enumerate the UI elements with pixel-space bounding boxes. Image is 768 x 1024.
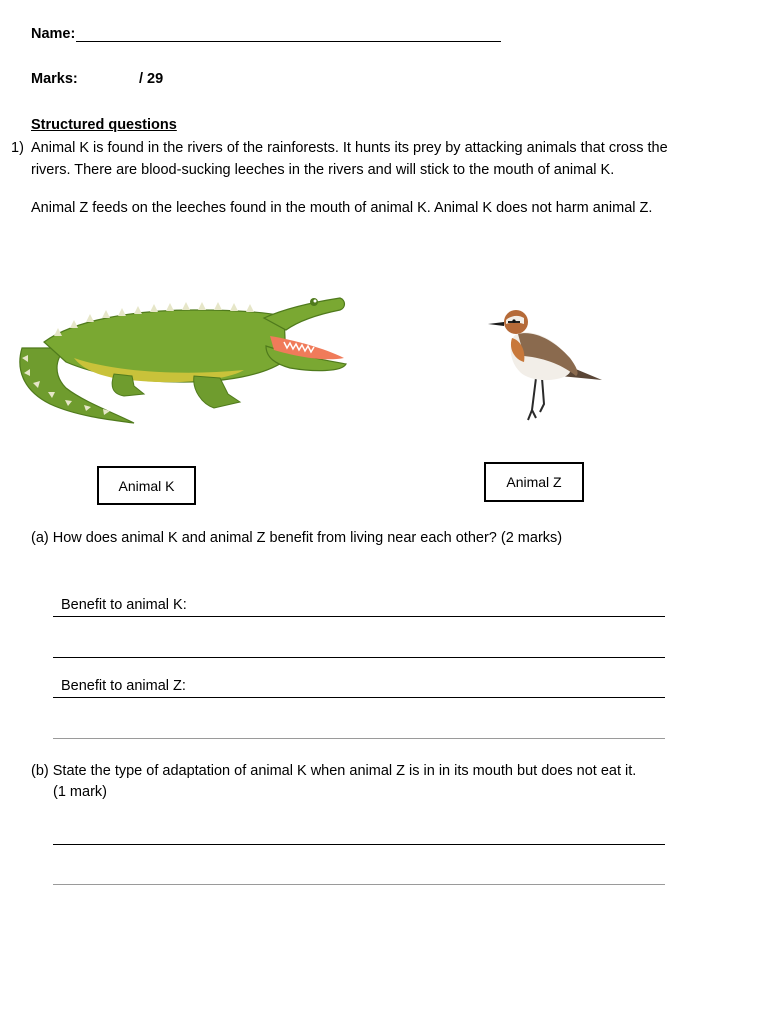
name-answer-line[interactable] <box>76 41 501 42</box>
benefit-z-answer-line-2[interactable] <box>53 738 665 739</box>
name-label: Name: <box>31 26 76 42</box>
benefit-k-answer-line[interactable] <box>53 616 665 617</box>
part-a-question: (a) How does animal K and animal Z benefit from living near each other? (2 marks) <box>31 530 563 546</box>
question-intro-line-3: Animal Z feeds on the leeches found in the mouth of animal K. Animal K does not harm animal Z. <box>31 200 653 216</box>
marks-label: Marks: <box>31 71 78 87</box>
crocodile-illustration <box>14 290 350 430</box>
benefit-k-label: Benefit to animal K: <box>61 597 187 613</box>
animal-z-label-box <box>484 462 584 502</box>
plover-bird-photo <box>484 300 608 426</box>
part-b-question-line-2: (1 mark) <box>53 784 107 800</box>
benefit-k-answer-line-2[interactable] <box>53 657 665 658</box>
section-title: Structured questions <box>31 117 177 133</box>
animal-k-label-box <box>97 466 196 505</box>
marks-total: / 29 <box>139 71 164 87</box>
part-b-answer-line-2[interactable] <box>53 884 665 885</box>
part-b-question-line-1: (b) State the type of adaptation of animal K when animal Z is in in its mouth but does not eat it. <box>31 763 637 779</box>
part-b-answer-line-1[interactable] <box>53 844 665 845</box>
question-intro-line-2: rivers. There are blood-sucking leeches in the rivers and will stick to the mouth of animal K. <box>31 162 615 178</box>
animal-z-label: Animal Z <box>506 474 562 490</box>
question-intro-line-1: Animal K is found in the rivers of the rainforests. It hunts its prey by attacking animals that cross the <box>31 140 668 156</box>
benefit-z-answer-line[interactable] <box>53 697 665 698</box>
benefit-z-label: Benefit to animal Z: <box>61 678 186 694</box>
question-number: 1) <box>11 140 24 156</box>
animal-k-label: Animal K <box>118 477 175 494</box>
